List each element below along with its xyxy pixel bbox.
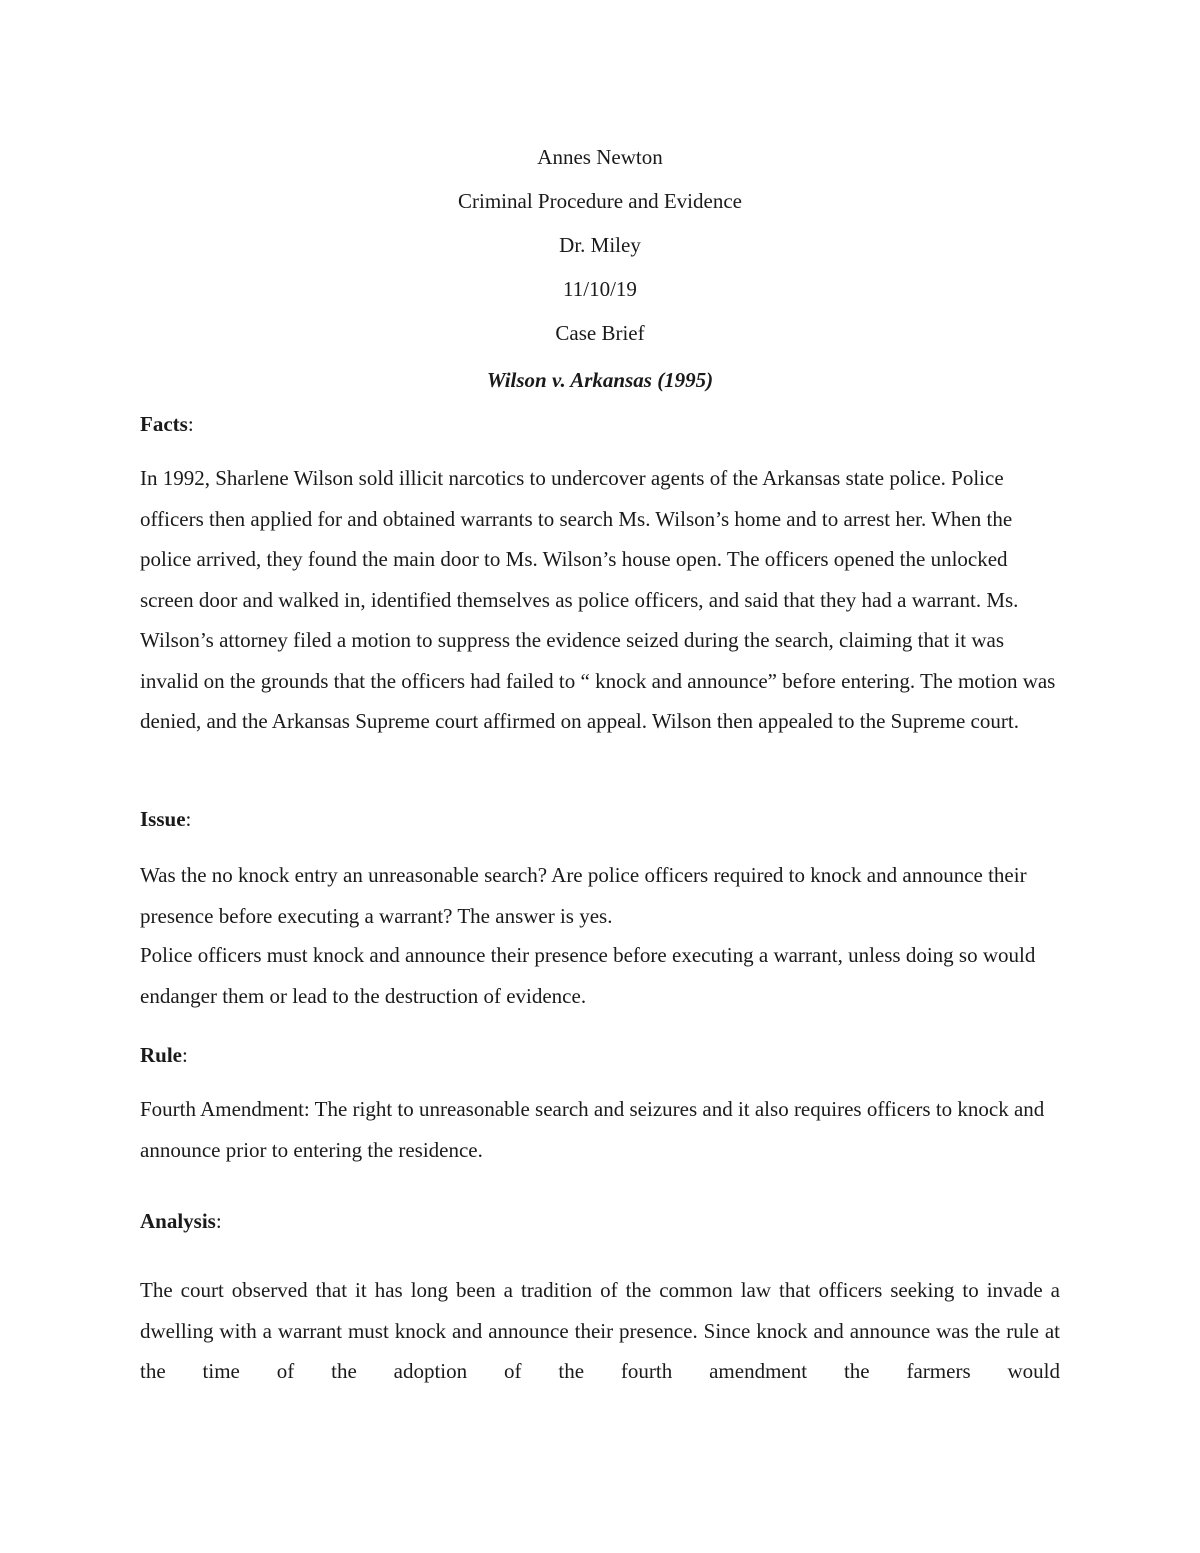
analysis-body: The court observed that it has long been a tradition of the common law that officers seeking to invade a dwelling with a warrant must knock and announce their presence. Since knock and announce was the rule at the time of the adoption of the fourth amendment the farmers would — [140, 1278, 1060, 1383]
facts-heading — [140, 410, 194, 438]
course-name: Criminal Procedure and Evidence — [458, 189, 742, 213]
issue-body-2: Police officers must knock and announce their presence before executing a warrant, unless doing so would endanger them or lead to the destruction of evidence. — [140, 943, 1036, 1008]
document-date: 11/10/19 — [563, 277, 637, 301]
facts-heading-label: Facts — [140, 412, 188, 436]
analysis-heading-label: Analysis — [140, 1209, 216, 1233]
issue-heading-label: Issue — [140, 807, 186, 831]
issue-body-1: Was the no knock entry an unreasonable search? Are police officers required to knock and announce their presence before executing a warrant? The answer is yes. — [140, 863, 1027, 928]
issue-heading — [140, 805, 191, 833]
instructor-name: Dr. Miley — [559, 233, 641, 257]
issue-heading-colon: : — [185, 807, 192, 831]
facts-heading-colon: : — [187, 412, 194, 436]
rule-heading-colon: : — [182, 1043, 188, 1067]
rule-body: Fourth Amendment: The right to unreasonable search and seizures and it also requires officers to knock and announce prior to entering the residence. — [140, 1097, 1045, 1162]
analysis-heading — [140, 1207, 222, 1235]
rule-heading — [140, 1041, 188, 1069]
document-type: Case Brief — [555, 321, 645, 345]
facts-body: In 1992, Sharlene Wilson sold illicit narcotics to undercover agents of the Arkansas state police. Police officers then applied for and obtained warrants to search Ms. Wilson’s home and to arrest her. When the police arrived, they found the main door to Ms. Wilson’s house open. The officers opened the unlocked screen door and walked in, identified themselves as police officers, and said that they had a warrant. Ms. Wilson’s attorney filed a motion to suppress the evidence seized during the search, claiming that it was invalid on the grounds that the officers had failed to “ knock and announce” before entering. The motion was denied, and the Arkansas Supreme court affirmed on appeal. Wilson then appealed to the Supreme court. — [140, 466, 1056, 733]
analysis-heading-colon: : — [215, 1209, 222, 1233]
case-title: Wilson v. Arkansas (1995) — [486, 368, 714, 392]
author-name: Annes Newton — [537, 145, 663, 169]
rule-heading-label: Rule — [140, 1043, 182, 1067]
